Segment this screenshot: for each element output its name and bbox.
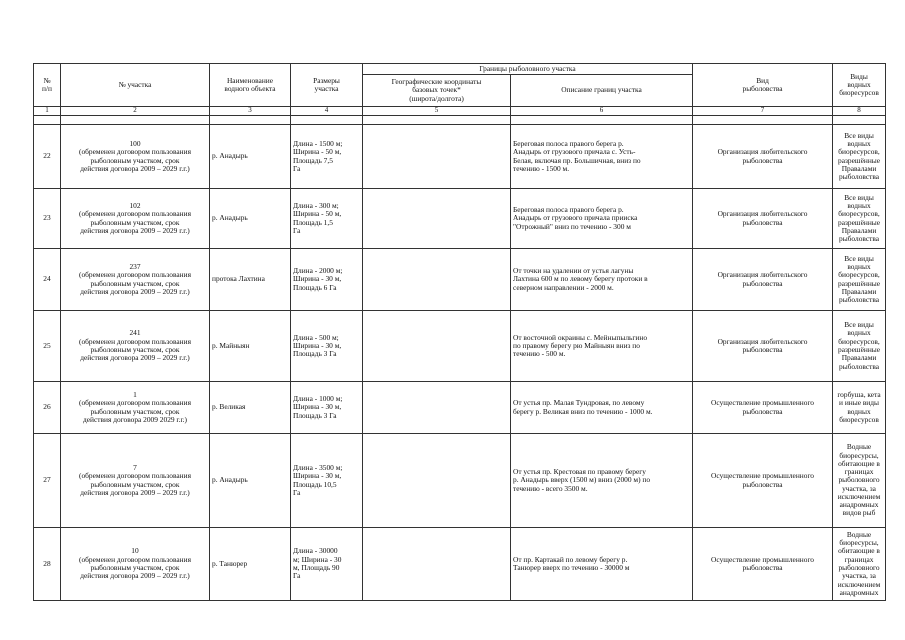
spacer-cell <box>210 116 291 125</box>
coordinates <box>363 434 511 528</box>
plot-size: Длина - 1500 м; Ширина - 50 м, Площадь 7,5 Га <box>291 125 363 189</box>
species: Все виды водных биоресурсов, разрешённые Правалами рыболовства <box>833 311 886 382</box>
spacer-cell <box>833 116 886 125</box>
row-number: 23 <box>34 189 61 249</box>
fishing-plots-table <box>33 63 886 601</box>
boundary-description: От пр. Картакай по левому берегу р. Танюрер вверх по течению - 30000 м <box>511 528 693 601</box>
coordinates <box>363 189 511 249</box>
plot-number: 102 <box>129 200 141 210</box>
column-number: 1 <box>34 107 61 116</box>
header-plot-size: Размеры участка <box>291 64 363 107</box>
coordinates <box>363 311 511 382</box>
plot-number: 100 <box>129 138 141 148</box>
spacer-cell <box>511 116 693 125</box>
spacer-row <box>34 116 886 125</box>
header-species: Виды водных биоресурсов <box>833 64 886 107</box>
plot-number: 1 <box>133 389 137 399</box>
header-fishing-kind: Вид рыболовства <box>693 64 833 107</box>
coordinates <box>363 125 511 189</box>
water-body: р. Великая <box>210 382 291 434</box>
boundary-description: От устья пр. Крестовая по правому берегу р. Анадырь вверх (1500 м) вниз (2000 м) по течению - всего 3500 м. <box>511 434 693 528</box>
table-row <box>34 434 886 528</box>
water-body: р. Майныян <box>210 311 291 382</box>
species: Водные биоресурсы, обитающие в границах рыболовного участка, за исключением анадромных видов рыб <box>833 434 886 528</box>
boundary-description: Береговая полоса правого берега р. Анадырь от грузового причала прииска "Отрожный" вниз по течению - 300 м <box>511 189 693 249</box>
fishing-kind: Осуществление промышленного рыболовства <box>693 434 833 528</box>
column-number-row <box>34 107 886 116</box>
species: горбуша, кета и иные виды водных биоресурсов <box>833 382 886 434</box>
boundary-description: Береговая полоса правого берега р. Анадырь от грузового причала с. Усть- Белая, включая пр. Большичная, вниз по течению - 1500 м. <box>511 125 693 189</box>
coordinates <box>363 249 511 311</box>
plot-number: 7 <box>133 462 137 472</box>
plot-cell <box>61 249 210 311</box>
column-number: 5 <box>363 107 511 116</box>
header-water-body: Наименование водного объекта <box>210 64 291 107</box>
species: Все виды водных биоресурсов, разрешённые Правалами рыболовства <box>833 125 886 189</box>
plot-encumbrance-note: (обременен договором пользования рыболовным участком, срок действия договора 2009 – 2029 г.г.) <box>79 554 191 581</box>
water-body: р. Танюрер <box>210 528 291 601</box>
table-row <box>34 528 886 601</box>
species: Водные биоресурсы, обитающие в границах рыболовного участка, за исключением анадромных <box>833 528 886 601</box>
column-number: 3 <box>210 107 291 116</box>
spacer-cell <box>693 116 833 125</box>
plot-cell <box>61 189 210 249</box>
plot-number: 241 <box>129 328 141 338</box>
table-row <box>34 189 886 249</box>
fishing-kind: Осуществление промышленного рыболовства <box>693 528 833 601</box>
spacer-cell <box>291 116 363 125</box>
plot-size: Длина - 1000 м; Ширина - 30 м, Площадь 3 Га <box>291 382 363 434</box>
column-number: 6 <box>511 107 693 116</box>
coordinates <box>363 528 511 601</box>
plot-number: 10 <box>131 546 139 556</box>
plot-size: Длина - 500 м; Ширина - 30 м, Площадь 3 Га <box>291 311 363 382</box>
table-row <box>34 382 886 434</box>
plot-cell <box>61 434 210 528</box>
water-body: р. Анадырь <box>210 125 291 189</box>
boundary-description: От точки на удалении от устья лагуны Лахтина 600 м по левому берегу протоки в северном направлении - 2000 м. <box>511 249 693 311</box>
column-number: 7 <box>693 107 833 116</box>
plot-size: Длина - 30000 м; Ширина - 30 м, Площадь 90 Га <box>291 528 363 601</box>
plot-number: 237 <box>129 261 141 271</box>
column-number: 2 <box>61 107 210 116</box>
header-boundaries: Границы рыболовного участка <box>363 64 693 75</box>
spacer-cell <box>34 116 61 125</box>
fishing-kind: Организация любительского рыболовства <box>693 311 833 382</box>
table-row <box>34 249 886 311</box>
plot-cell <box>61 382 210 434</box>
row-number: 27 <box>34 434 61 528</box>
water-body: р. Анадырь <box>210 189 291 249</box>
plot-encumbrance-note: (обременен договором пользования рыболовным участком, срок действия договора 2009 – 2029 г.г.) <box>79 336 191 363</box>
plot-cell <box>61 311 210 382</box>
plot-cell <box>61 528 210 601</box>
row-number: 25 <box>34 311 61 382</box>
column-number: 8 <box>833 107 886 116</box>
row-number: 26 <box>34 382 61 434</box>
plot-size: Длина - 2000 м; Ширина - 30 м, Площадь 6 Га <box>291 249 363 311</box>
table-row <box>34 125 886 189</box>
species: Все виды водных биоресурсов, разрешённые Правалами рыболовства <box>833 189 886 249</box>
species: Все виды водных биоресурсов, разрешённые Правалами рыболовства <box>833 249 886 311</box>
plot-cell <box>61 125 210 189</box>
plot-encumbrance-note: (обременен договором пользования рыболовным участком, срок действия договора 2009 – 2029 г.г.) <box>79 147 191 173</box>
header-number: № п/п <box>34 64 61 107</box>
header-plot-number: № участка <box>61 64 210 107</box>
row-number: 28 <box>34 528 61 601</box>
boundary-description: От восточной окраины с. Мейныпыльгино по правому берегу рю Майныян вниз по течению - 500 м. <box>511 311 693 382</box>
fishing-kind: Организация любительского рыболовства <box>693 189 833 249</box>
row-number: 22 <box>34 125 61 189</box>
plot-encumbrance-note: (обременен договором пользования рыболовным участком, срок действия договора 2009 – 2029 г.г.) <box>79 471 191 497</box>
plot-encumbrance-note: (обременен договором пользования рыболовным участком, срок действия договора 2009 2029 г.г.) <box>79 398 191 424</box>
table-row <box>34 311 886 382</box>
water-body: протока Лахтина <box>210 249 291 311</box>
plot-size: Длина - 300 м; Ширина - 50 м, Площадь 1,5 Га <box>291 189 363 249</box>
plot-encumbrance-note: (обременен договором пользования рыболовным участком, срок действия договора 2009 – 2029 г.г.) <box>79 209 191 235</box>
fishing-kind: Организация любительского рыболовства <box>693 125 833 189</box>
plot-size: Длина - 3500 м; Ширина - 30 м, Площадь 10,5 Га <box>291 434 363 528</box>
water-body: р. Анадырь <box>210 434 291 528</box>
plot-encumbrance-note: (обременен договором пользования рыболовным участком, срок действия договора 2009 – 2029 г.г.) <box>79 270 191 296</box>
coordinates <box>363 382 511 434</box>
spacer-cell <box>61 116 210 125</box>
header-boundary-description: Описание границ участка <box>511 75 693 107</box>
spacer-cell <box>363 116 511 125</box>
header-coordinates: Географические координаты базовых точек* (широта/долгота) <box>363 75 511 107</box>
row-number: 24 <box>34 249 61 311</box>
column-number: 4 <box>291 107 363 116</box>
boundary-description: От устья пр. Малая Тундровая, по левому берегу р. Великая вниз по течению - 1000 м. <box>511 382 693 434</box>
fishing-kind: Организация любительского рыболовства <box>693 249 833 311</box>
header-row-1 <box>34 64 886 75</box>
fishing-kind: Осуществление промышленного рыболовства <box>693 382 833 434</box>
